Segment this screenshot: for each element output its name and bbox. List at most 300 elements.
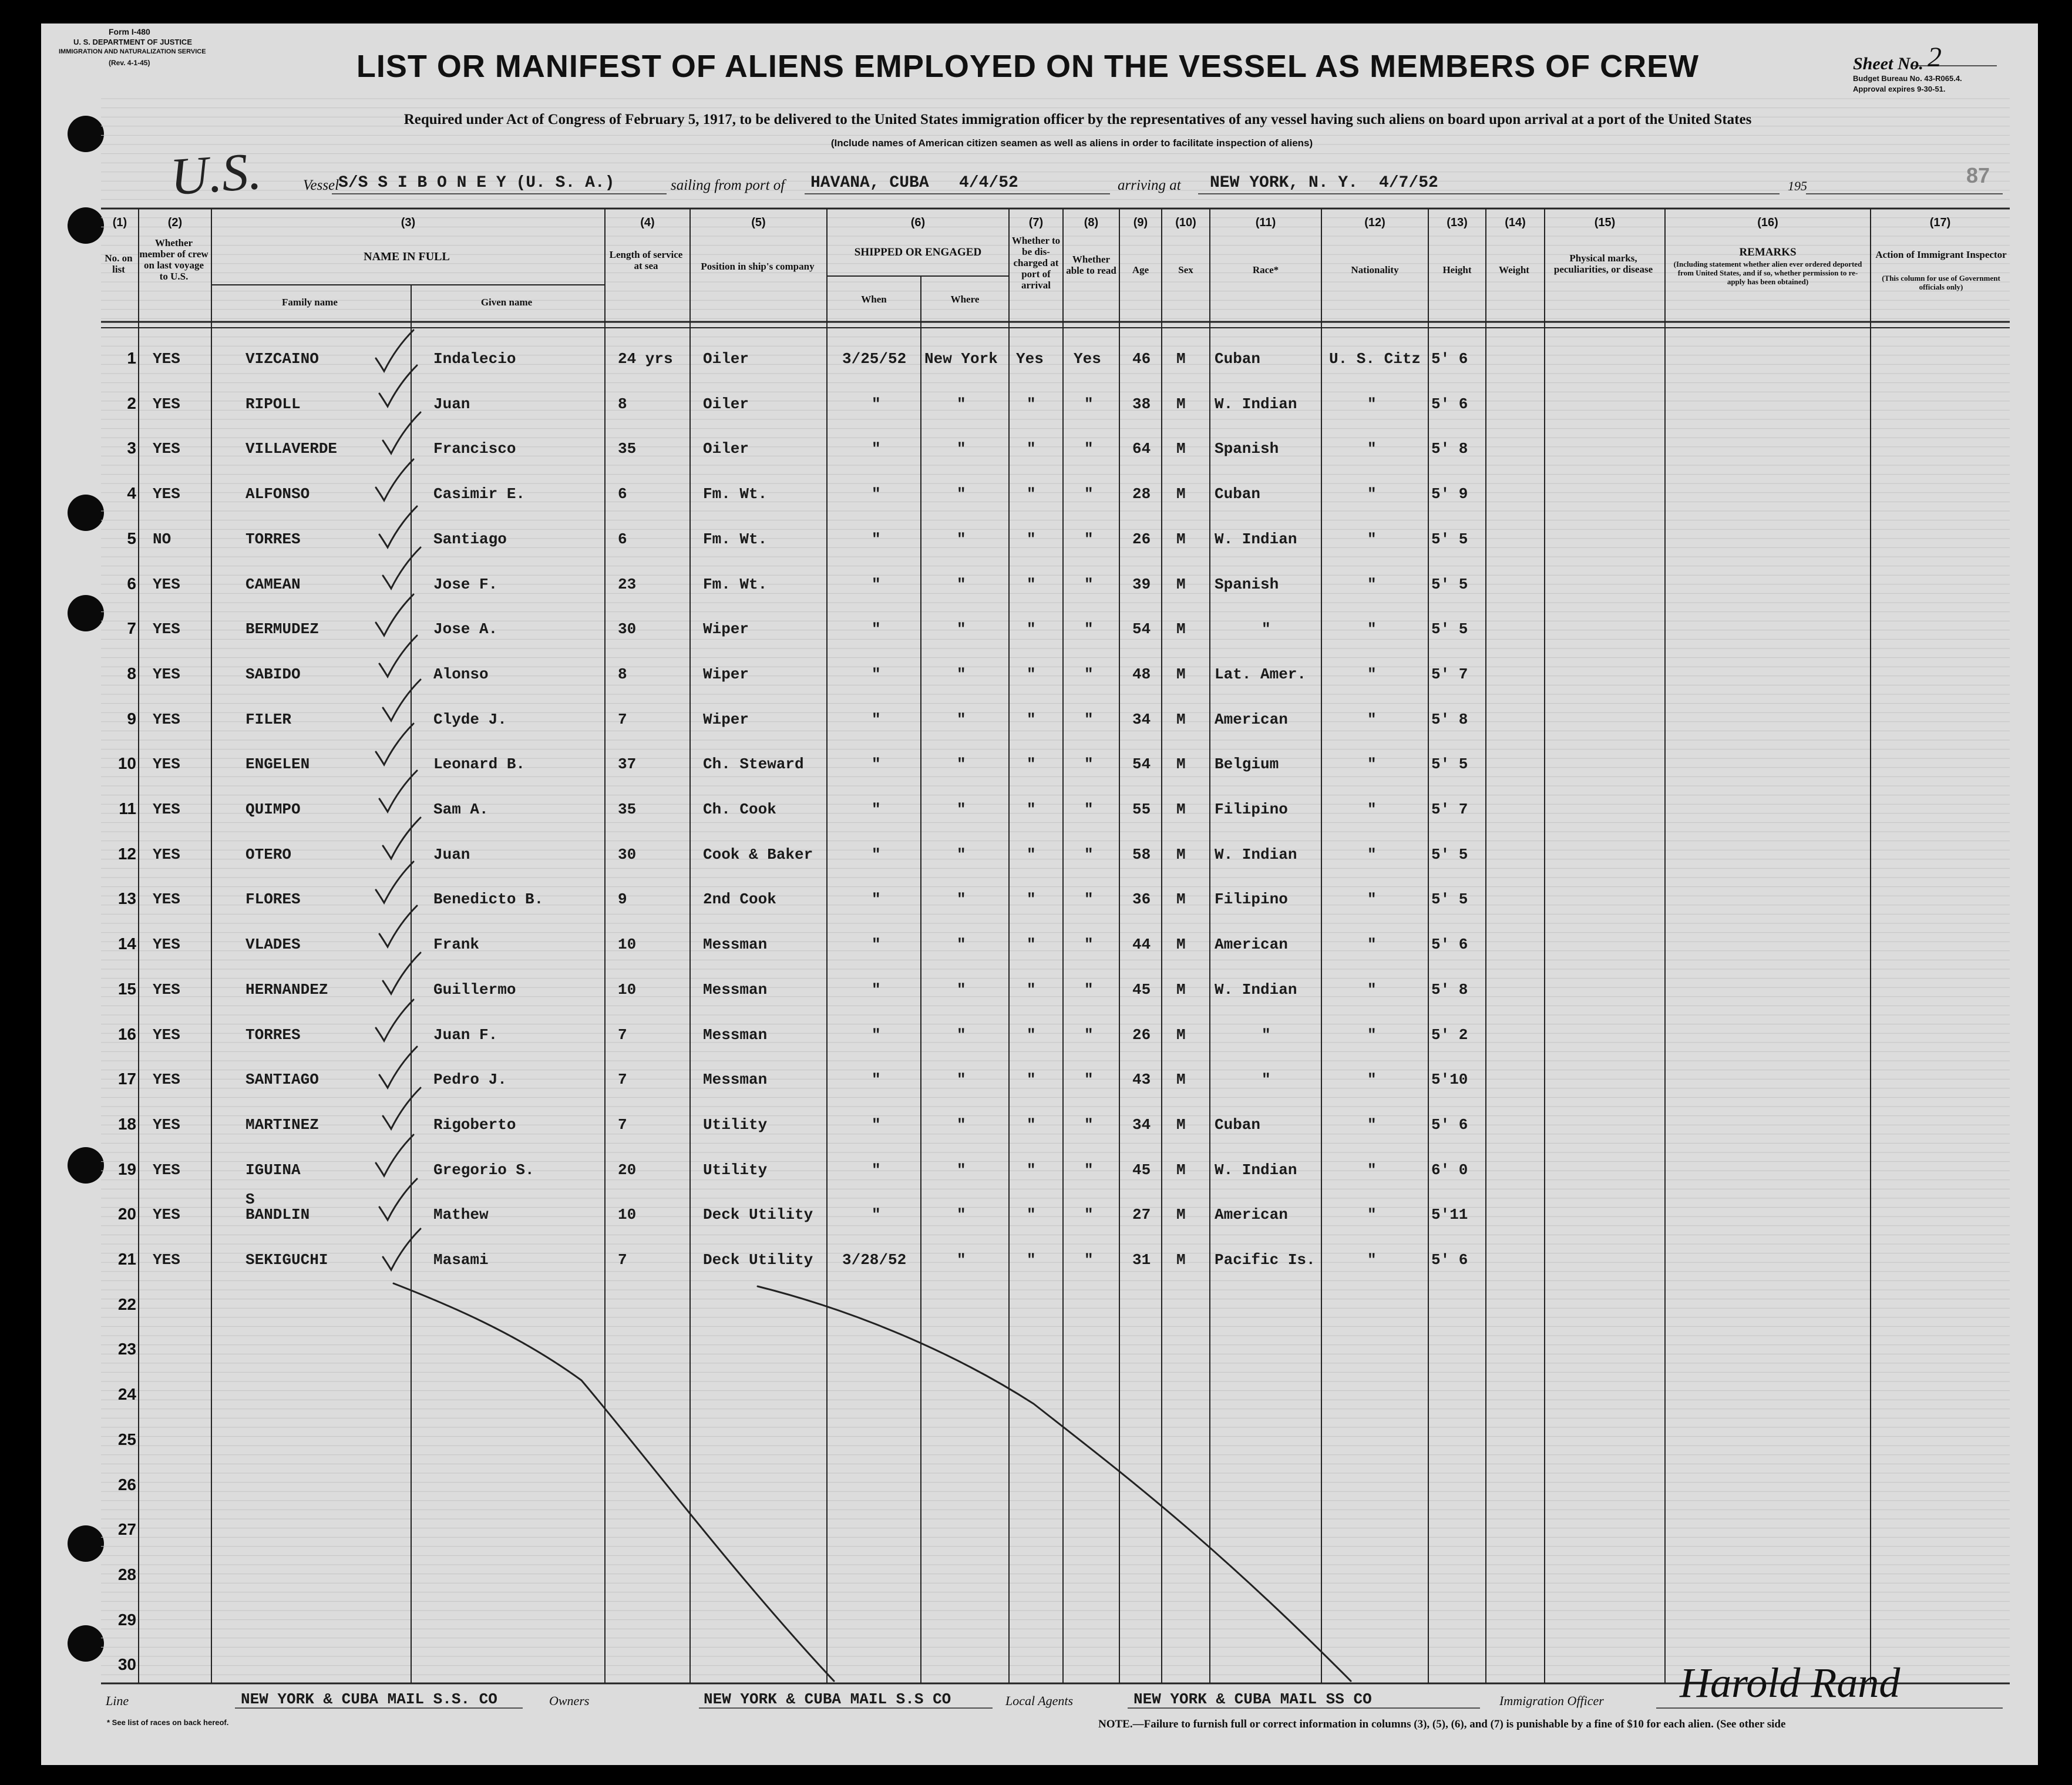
- cell-given-name: Masami: [433, 1251, 489, 1269]
- cell-length-service: 9: [618, 890, 627, 909]
- cell-when: 3/25/52: [842, 350, 907, 368]
- cell-nationality: ": [1367, 710, 1377, 728]
- pen-mark: [383, 680, 421, 721]
- cell-family-name: OTERO: [245, 845, 292, 863]
- cell-height: 5' 8: [1431, 440, 1468, 458]
- cell-race: American: [1215, 1206, 1288, 1224]
- cell-where: ": [957, 620, 966, 638]
- cell-able-read: ": [1084, 440, 1094, 458]
- cell-able-read: ": [1084, 801, 1094, 818]
- cell-nationality: ": [1367, 395, 1377, 413]
- cell-member: YES: [153, 575, 180, 593]
- column-number: (17): [1929, 216, 1951, 229]
- sheet-number: 2: [1928, 42, 1942, 73]
- cell-age: 45: [1132, 1161, 1151, 1179]
- cell-where: ": [957, 1115, 966, 1134]
- cell-given-name: Juan F.: [433, 1026, 498, 1044]
- approval-expires: Approval expires 9-30-51.: [1853, 85, 1946, 93]
- cell-sex: M: [1176, 1161, 1186, 1179]
- column-number: (6): [910, 216, 926, 229]
- stamp-number: 87: [1966, 163, 1990, 187]
- header-shipped: SHIPPED OR ENGAGED: [854, 246, 982, 258]
- cell-where: ": [957, 980, 966, 999]
- cell-length-service: 35: [618, 440, 637, 458]
- cell-given-name: Indalecio: [433, 350, 516, 368]
- cell-given-name: Alonso: [433, 665, 489, 683]
- column-number: (11): [1255, 216, 1276, 229]
- cell-height: 5' 6: [1431, 1251, 1468, 1269]
- header-when: When: [861, 294, 887, 305]
- column-number: (1): [112, 216, 127, 229]
- cell-discharged: ": [1027, 801, 1036, 818]
- cell-given-name: Rigoberto: [433, 1115, 516, 1134]
- cell-length-service: 7: [618, 1071, 627, 1089]
- cell-when: ": [872, 1115, 881, 1134]
- cell-when: ": [872, 1161, 881, 1179]
- cell-position: Messman: [703, 1071, 768, 1089]
- cell-nationality: ": [1367, 1026, 1377, 1044]
- cell-race: Filipino: [1215, 801, 1288, 818]
- cell-where: ": [957, 1026, 966, 1044]
- cell-where: ": [957, 890, 966, 909]
- cell-height: 5' 5: [1431, 530, 1468, 548]
- cell-given-name: Frank: [433, 936, 480, 954]
- cell-family-name: S BANDLIN: [245, 1191, 310, 1224]
- cell-member: YES: [153, 440, 180, 458]
- cell-race: Cuban: [1215, 485, 1261, 503]
- column-number: (12): [1364, 216, 1385, 229]
- cell-member: NO: [153, 530, 171, 548]
- row-number: 10: [117, 754, 136, 773]
- cell-where: ": [957, 801, 966, 818]
- cell-nationality: ": [1367, 1206, 1377, 1224]
- cell-where: ": [957, 530, 966, 548]
- cell-family-name: BERMUDEZ: [245, 620, 319, 638]
- row-number: 15: [117, 979, 136, 998]
- cell-given-name: Juan: [433, 395, 470, 413]
- cell-discharged: ": [1027, 710, 1036, 728]
- cell-position: Wiper: [703, 665, 749, 683]
- cell-when: ": [872, 845, 881, 863]
- cell-given-name: Casimir E.: [433, 485, 526, 503]
- cell-nationality: ": [1367, 890, 1377, 909]
- row-number: 5: [127, 529, 136, 547]
- cell-discharged: ": [1027, 620, 1036, 638]
- cell-when: ": [872, 530, 881, 548]
- cell-position: Deck Utility: [703, 1251, 813, 1269]
- cell-race: American: [1215, 936, 1288, 954]
- owners-label: Owners: [549, 1693, 590, 1708]
- officer-signature: Harold Rand: [1680, 1659, 1901, 1706]
- cell-race: Cuban: [1215, 1115, 1261, 1134]
- cell-nationality: ": [1367, 665, 1377, 683]
- row-number: 7: [127, 619, 136, 638]
- cell-length-service: 10: [618, 980, 637, 999]
- cell-discharged: ": [1027, 485, 1036, 503]
- cell-when: ": [872, 890, 881, 909]
- cell-family-name: VILLAVERDE: [245, 440, 338, 458]
- cell-position: Utility: [703, 1161, 768, 1179]
- pen-mark: [758, 1286, 1351, 1681]
- cell-where: ": [957, 936, 966, 954]
- form-subtitle: Required under Act of Congress of February 5, 1917, to be delivered to the United States immigration officer by the representatives of any vessel having such aliens on board upon arrival at a port of the United States: [403, 112, 1752, 127]
- cell-family-name: ENGELEN: [245, 755, 310, 774]
- row-number: 27: [117, 1520, 136, 1539]
- header-action: Action of Immigrant Inspector: [1875, 249, 2007, 260]
- cell-member: YES: [153, 620, 180, 638]
- row-number: 22: [117, 1295, 136, 1313]
- cell-member: YES: [153, 1161, 180, 1179]
- cell-length-service: 6: [618, 530, 627, 548]
- cell-nationality: U. S. Citz: [1329, 350, 1421, 368]
- cell-family-name: SABIDO: [245, 665, 301, 683]
- cell-sex: M: [1176, 1071, 1186, 1089]
- sailing-port: HAVANA, CUBA: [810, 174, 929, 192]
- row-number: 16: [117, 1024, 136, 1043]
- cell-member: YES: [153, 710, 180, 728]
- cell-age: 38: [1132, 395, 1151, 413]
- row-number: 17: [117, 1070, 136, 1088]
- pen-mark: [383, 412, 421, 453]
- cell-age: 28: [1132, 485, 1151, 503]
- cell-able-read: ": [1084, 710, 1094, 728]
- cell-discharged: ": [1027, 575, 1036, 593]
- cell-where: ": [957, 665, 966, 683]
- cell-where: ": [957, 575, 966, 593]
- cell-member: YES: [153, 665, 180, 683]
- cell-age: 44: [1132, 936, 1151, 954]
- row-number: 14: [117, 934, 136, 953]
- cell-family-name: FLORES: [245, 890, 301, 909]
- header-action-note: (This column for use of Government officials only): [1882, 274, 2000, 291]
- cell-sex: M: [1176, 395, 1186, 413]
- cell-position: Utility: [703, 1115, 768, 1134]
- cell-discharged: ": [1027, 440, 1036, 458]
- cell-race: Lat. Amer.: [1215, 665, 1307, 683]
- cell-length-service: 7: [618, 710, 627, 728]
- cell-position: Ch. Cook: [703, 801, 776, 818]
- row-number: 29: [117, 1610, 136, 1629]
- cell-member: YES: [153, 936, 180, 954]
- pen-mark: [383, 1088, 421, 1129]
- cell-discharged: ": [1027, 845, 1036, 863]
- column-number: (16): [1757, 216, 1778, 229]
- cell-given-name: Leonard B.: [433, 755, 526, 774]
- row-number: 6: [127, 574, 136, 593]
- cell-when: ": [872, 936, 881, 954]
- cell-length-service: 7: [618, 1115, 627, 1134]
- cell-discharged: ": [1027, 665, 1036, 683]
- cell-when: ": [872, 395, 881, 413]
- cell-height: 5' 8: [1431, 710, 1468, 728]
- cell-sex: M: [1176, 350, 1186, 368]
- cell-sex: M: [1176, 980, 1186, 999]
- cell-where: ": [957, 845, 966, 863]
- sheet-label: Sheet No.: [1853, 54, 1923, 73]
- cell-family-name: RIPOLL: [245, 395, 301, 413]
- cell-age: 36: [1132, 890, 1151, 909]
- cell-age: 34: [1132, 1115, 1151, 1134]
- vessel-label: Vessel: [303, 177, 339, 193]
- cell-sex: M: [1176, 530, 1186, 548]
- cell-discharged: ": [1027, 1206, 1036, 1224]
- header-where: Where: [950, 294, 980, 305]
- cell-able-read: ": [1084, 1071, 1094, 1089]
- row-number: 9: [127, 709, 136, 728]
- header-physical: Physical marks, peculiarities, or disease: [1553, 253, 1653, 275]
- cell-length-service: 10: [618, 1206, 637, 1224]
- row-number: 19: [117, 1159, 136, 1178]
- cell-sex: M: [1176, 1251, 1186, 1269]
- cell-age: 55: [1132, 801, 1151, 818]
- cell-race: W. Indian: [1215, 1161, 1297, 1179]
- cell-age: 26: [1132, 1026, 1151, 1044]
- cell-able-read: ": [1084, 845, 1094, 863]
- cell-height: 5' 7: [1431, 801, 1468, 818]
- cell-length-service: 7: [618, 1251, 627, 1269]
- cell-age: 48: [1132, 665, 1151, 683]
- cell-member: YES: [153, 1115, 180, 1134]
- cell-where: ": [957, 755, 966, 774]
- cell-able-read: ": [1084, 1206, 1094, 1224]
- cell-nationality: ": [1367, 530, 1377, 548]
- cell-when: ": [872, 980, 881, 999]
- cell-family-name: HERNANDEZ: [245, 980, 328, 999]
- cell-given-name: Mathew: [433, 1206, 489, 1224]
- cell-when: ": [872, 755, 881, 774]
- cell-family-name: VIZCAINO: [245, 350, 319, 368]
- cell-length-service: 6: [618, 485, 627, 503]
- cell-sex: M: [1176, 665, 1186, 683]
- cell-able-read: ": [1084, 620, 1094, 638]
- cell-when: ": [872, 665, 881, 683]
- cell-sex: M: [1176, 440, 1186, 458]
- cell-position: Messman: [703, 1026, 768, 1044]
- cell-nationality: ": [1367, 845, 1377, 863]
- cell-age: 27: [1132, 1206, 1151, 1224]
- cell-nationality: ": [1367, 1115, 1377, 1134]
- cell-able-read: ": [1084, 485, 1094, 503]
- form-title: LIST OR MANIFEST OF ALIENS EMPLOYED ON THE VESSEL AS MEMBERS OF CREW: [356, 49, 1700, 84]
- cell-age: 58: [1132, 845, 1151, 863]
- cell-position: Fm. Wt.: [703, 485, 768, 503]
- cell-discharged: ": [1027, 1161, 1036, 1179]
- cell-member: YES: [153, 890, 180, 909]
- cell-length-service: 24 yrs: [618, 350, 673, 368]
- cell-sex: M: [1176, 575, 1186, 593]
- header-family-name: Family name: [282, 297, 338, 308]
- cell-length-service: 23: [618, 575, 637, 593]
- cell-age: 26: [1132, 530, 1151, 548]
- cell-age: 43: [1132, 1071, 1151, 1089]
- column-number: (13): [1447, 216, 1468, 229]
- cell-height: 5' 5: [1431, 620, 1468, 638]
- year-label: 195: [1788, 179, 1807, 193]
- cell-nationality: ": [1367, 1251, 1377, 1269]
- cell-nationality: ": [1367, 485, 1377, 503]
- cell-height: 5' 5: [1431, 890, 1468, 909]
- cell-family-name: MARTINEZ: [245, 1115, 319, 1134]
- revision: (Rev. 4-1-45): [109, 59, 150, 67]
- cell-given-name: Jose A.: [433, 620, 498, 638]
- row-number: 26: [117, 1475, 136, 1494]
- cell-age: 39: [1132, 575, 1151, 593]
- row-number: 12: [117, 844, 136, 863]
- cell-given-name: Francisco: [433, 440, 516, 458]
- arriving-date: 4/7/52: [1379, 174, 1438, 192]
- cell-sex: M: [1176, 755, 1186, 774]
- column-number: (15): [1594, 216, 1616, 229]
- header-weight: Weight: [1499, 264, 1529, 275]
- header-able-read: Whether able to read: [1066, 254, 1116, 276]
- service: IMMIGRATION AND NATURALIZATION SERVICE: [59, 48, 206, 55]
- cell-sex: M: [1176, 710, 1186, 728]
- cell-race: Filipino: [1215, 890, 1288, 909]
- cell-member: YES: [153, 395, 180, 413]
- pen-mark: [383, 818, 421, 859]
- cell-age: 31: [1132, 1251, 1151, 1269]
- cell-discharged: Yes: [1016, 350, 1044, 368]
- cell-able-read: ": [1084, 575, 1094, 593]
- cell-position: Oiler: [703, 440, 749, 458]
- cell-nationality: ": [1367, 1161, 1377, 1179]
- cell-nationality: ": [1367, 936, 1377, 954]
- cell-given-name: Gregorio S.: [433, 1161, 534, 1179]
- cell-able-read: ": [1084, 1251, 1094, 1269]
- cell-position: Cook & Baker: [703, 845, 813, 863]
- cell-sex: M: [1176, 620, 1186, 638]
- row-number: 25: [117, 1430, 136, 1448]
- cell-position: Oiler: [703, 395, 749, 413]
- header-position: Position in ship's company: [701, 261, 815, 272]
- cell-family-name: IGUINA: [245, 1161, 301, 1179]
- cell-length-service: 35: [618, 801, 637, 818]
- cell-given-name: Clyde J.: [433, 710, 507, 728]
- cell-when: ": [872, 1206, 881, 1224]
- pen-mark: [383, 547, 421, 589]
- cell-able-read: ": [1084, 936, 1094, 954]
- cell-discharged: ": [1027, 890, 1036, 909]
- cell-length-service: 30: [618, 620, 637, 638]
- line-label: Line: [106, 1693, 129, 1708]
- pen-mark: [376, 1135, 413, 1176]
- cell-height: 6' 0: [1431, 1161, 1468, 1179]
- handwritten-us: U.S.: [168, 142, 264, 207]
- cell-position: Wiper: [703, 710, 749, 728]
- cell-given-name: Benedicto B.: [433, 890, 544, 909]
- row-number: 20: [117, 1205, 136, 1223]
- cell-race: W. Indian: [1215, 530, 1297, 548]
- cell-family-name: SEKIGUCHI: [245, 1251, 328, 1269]
- cell-sex: M: [1176, 1206, 1186, 1224]
- header-race: Race*: [1252, 264, 1279, 275]
- cell-length-service: 8: [618, 665, 627, 683]
- cell-discharged: ": [1027, 395, 1036, 413]
- cell-family-name: CAMEAN: [245, 575, 301, 593]
- cell-when: ": [872, 1071, 881, 1089]
- row-number: 2: [127, 394, 136, 412]
- header-no-on-list: No. on list: [105, 253, 133, 275]
- pen-mark: [376, 594, 413, 636]
- cell-member: YES: [153, 1206, 180, 1224]
- cell-height: 5' 2: [1431, 1026, 1468, 1044]
- line-value: NEW YORK & CUBA MAIL S.S. CO: [241, 1690, 497, 1708]
- cell-height: 5'10: [1431, 1071, 1468, 1089]
- cell-age: 54: [1132, 620, 1151, 638]
- cell-where: ": [957, 395, 966, 413]
- cell-race: W. Indian: [1215, 395, 1297, 413]
- cell-where: ": [957, 485, 966, 503]
- row-number: 18: [117, 1114, 136, 1133]
- cell-where: ": [957, 710, 966, 728]
- cell-position: 2nd Cook: [703, 890, 776, 909]
- cell-position: Messman: [703, 980, 768, 999]
- cell-position: Fm. Wt.: [703, 575, 768, 593]
- cell-height: 5' 5: [1431, 755, 1468, 774]
- cell-nationality: ": [1367, 1071, 1377, 1089]
- owners-value: NEW YORK & CUBA MAIL S.S CO: [704, 1690, 951, 1708]
- cell-discharged: ": [1027, 936, 1036, 954]
- cell-where: ": [957, 440, 966, 458]
- cell-member: YES: [153, 485, 180, 503]
- cell-given-name: Santiago: [433, 530, 507, 548]
- cell-discharged: ": [1027, 980, 1036, 999]
- row-number: 3: [127, 439, 136, 458]
- header-age: Age: [1132, 264, 1149, 275]
- cell-family-name: VLADES: [245, 936, 301, 954]
- cell-nationality: ": [1367, 980, 1377, 999]
- cell-nationality: ": [1367, 755, 1377, 774]
- arriving-port: NEW YORK, N. Y.: [1210, 174, 1358, 192]
- cell-age: 45: [1132, 980, 1151, 999]
- cell-race: Spanish: [1215, 575, 1279, 593]
- cell-where: ": [957, 1161, 966, 1179]
- cell-able-read: ": [1084, 395, 1094, 413]
- column-number: (8): [1084, 216, 1099, 229]
- cell-height: 5'11: [1431, 1206, 1468, 1224]
- cell-length-service: 10: [618, 936, 637, 954]
- header-remarks-note: (Including statement whether alien ever ordered deported from United States, and if so, whether permission to re-apply has been obtained): [1673, 260, 1862, 286]
- cell-age: 46: [1132, 350, 1151, 368]
- sailing-date: 4/4/52: [959, 174, 1018, 192]
- row-number: 24: [117, 1385, 136, 1404]
- header-remarks: REMARKS: [1739, 246, 1797, 258]
- arriving-label: arriving at: [1118, 177, 1181, 193]
- cell-able-read: ": [1084, 980, 1094, 999]
- pen-mark: [376, 330, 413, 371]
- cell-able-read: ": [1084, 530, 1094, 548]
- cell-sex: M: [1176, 1026, 1186, 1044]
- cell-when: ": [872, 801, 881, 818]
- header-given-name: Given name: [480, 297, 533, 308]
- cell-length-service: 7: [618, 1026, 627, 1044]
- budget-bureau: Budget Bureau No. 43-R065.4.: [1853, 74, 1962, 83]
- cell-able-read: ": [1084, 890, 1094, 909]
- cell-race: American: [1215, 710, 1288, 728]
- races-note: * See list of races on back hereof.: [107, 1718, 229, 1727]
- cell-nationality: ": [1367, 801, 1377, 818]
- cell-member: YES: [153, 755, 180, 774]
- cell-height: 5' 9: [1431, 485, 1468, 503]
- cell-when: ": [872, 1026, 881, 1044]
- cell-position: Ch. Steward: [703, 755, 804, 774]
- column-number: (2): [167, 216, 183, 229]
- cell-family-name: TORRES: [245, 1026, 301, 1044]
- cell-height: 5' 5: [1431, 845, 1468, 863]
- cell-member: YES: [153, 350, 180, 368]
- header-whether-member: Whether member of crew on last voyage to U.S.: [139, 237, 208, 282]
- cell-discharged: ": [1027, 530, 1036, 548]
